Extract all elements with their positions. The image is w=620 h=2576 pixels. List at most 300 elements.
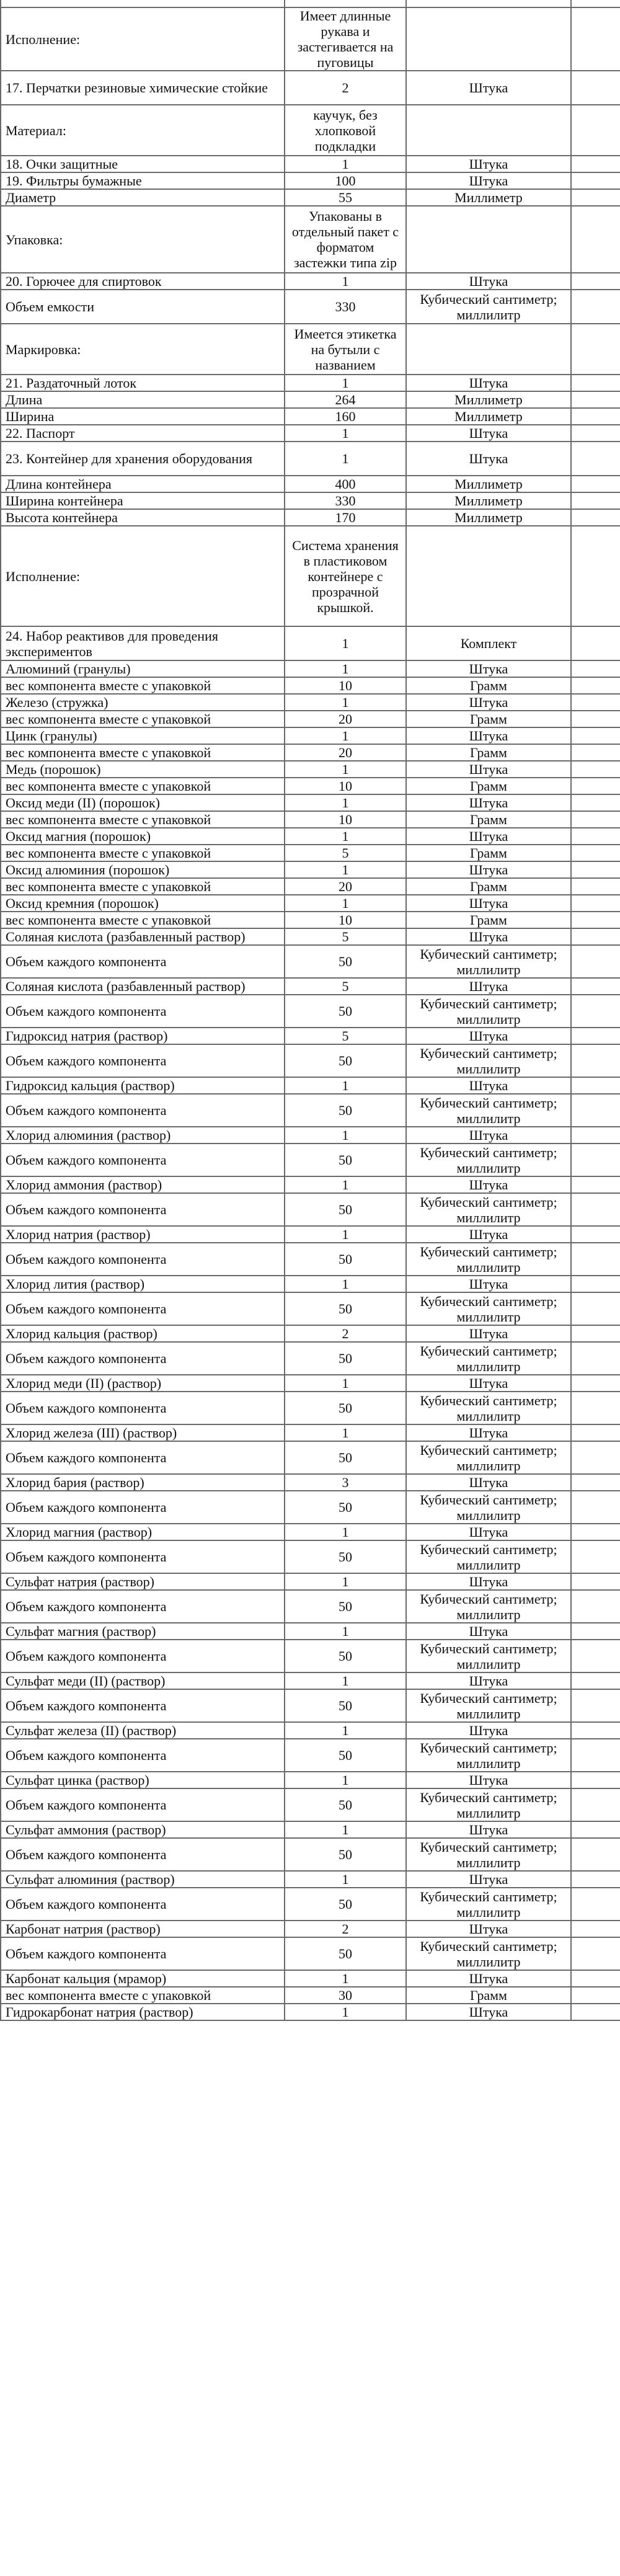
table-row — [1, 290, 620, 324]
table-row — [1, 1044, 620, 1077]
characteristic-value-cell: 50 — [285, 1540, 406, 1573]
characteristic-name-cell: Оксид магния (порошок) — [1, 828, 285, 845]
empty-cell — [571, 1292, 620, 1325]
table-row — [1, 206, 620, 273]
characteristic-value-cell: 55 — [285, 189, 406, 206]
characteristic-value-cell: 20 — [285, 744, 406, 761]
unit-of-measure-cell: Штука — [406, 761, 571, 778]
empty-cell — [571, 476, 620, 492]
characteristic-name-cell: Объем каждого компонента — [1, 1540, 285, 1573]
table-row — [1, 1540, 620, 1573]
characteristic-name-cell: Объем каждого компонента — [1, 1888, 285, 1921]
unit-of-measure-cell: Штука — [406, 1672, 571, 1689]
characteristic-name-cell: Сульфат железа (II) (раствор) — [1, 1722, 285, 1739]
table-row — [1, 1524, 620, 1540]
unit-of-measure-cell: Кубический сантиметр; миллилитр — [406, 1937, 571, 1970]
characteristic-value-cell: Система хранения в пластиковом контейнере с прозрачной крышкой. — [285, 526, 406, 626]
characteristic-value-cell: 2 — [285, 1921, 406, 1937]
unit-of-measure-cell — [406, 105, 571, 156]
characteristic-name-cell: Хлорид алюминия (раствор) — [1, 1127, 285, 1144]
empty-cell — [571, 1640, 620, 1672]
characteristic-value-cell: 50 — [285, 1094, 406, 1127]
empty-cell — [571, 1342, 620, 1375]
characteristic-value-cell: 1 — [285, 425, 406, 442]
characteristic-name-cell: Объем каждого компонента — [1, 1044, 285, 1077]
table-row — [1, 1441, 620, 1474]
empty-cell — [571, 861, 620, 878]
unit-of-measure-cell: Кубический сантиметр; миллилитр — [406, 1342, 571, 1375]
empty-cell — [571, 324, 620, 375]
unit-of-measure-cell: Грамм — [406, 878, 571, 895]
table-row — [1, 978, 620, 995]
characteristic-value-cell: 10 — [285, 811, 406, 828]
unit-of-measure-cell: Штука — [406, 1424, 571, 1441]
table-row — [1, 1392, 620, 1424]
unit-of-measure-cell — [406, 0, 571, 7]
characteristic-name-cell: Объем каждого компонента — [1, 1491, 285, 1524]
empty-cell — [571, 1524, 620, 1540]
empty-cell — [571, 1193, 620, 1226]
characteristic-value-cell: 1 — [285, 1772, 406, 1788]
table-row — [1, 105, 620, 156]
characteristic-value-cell: 50 — [285, 1640, 406, 1672]
characteristic-value-cell: 1 — [285, 1524, 406, 1540]
unit-of-measure-cell: Штука — [406, 71, 571, 105]
empty-cell — [571, 1243, 620, 1276]
unit-of-measure-cell: Миллиметр — [406, 492, 571, 509]
characteristic-value-cell: 1 — [285, 1424, 406, 1441]
empty-cell — [571, 1077, 620, 1094]
empty-cell — [571, 7, 620, 71]
table-row — [1, 1888, 620, 1921]
unit-of-measure-cell: Миллиметр — [406, 509, 571, 526]
table-row — [1, 778, 620, 794]
empty-cell — [571, 1424, 620, 1441]
characteristic-value-cell: 100 — [285, 172, 406, 189]
empty-cell — [571, 1937, 620, 1970]
characteristic-name-cell: Объем каждого компонента — [1, 945, 285, 978]
empty-cell — [571, 895, 620, 912]
unit-of-measure-cell: Кубический сантиметр; миллилитр — [406, 1689, 571, 1722]
characteristic-value-cell: 1 — [285, 727, 406, 744]
table-row — [1, 1243, 620, 1276]
unit-of-measure-cell: Кубический сантиметр; миллилитр — [406, 1640, 571, 1672]
empty-cell — [571, 1788, 620, 1821]
empty-cell — [571, 677, 620, 694]
empty-cell — [571, 1871, 620, 1888]
characteristic-value-cell: 1 — [285, 1127, 406, 1144]
empty-cell — [571, 1739, 620, 1772]
empty-cell — [571, 1772, 620, 1788]
empty-cell — [571, 711, 620, 727]
unit-of-measure-cell: Комплект — [406, 626, 571, 660]
characteristic-name-cell: Ширина контейнера — [1, 492, 285, 509]
unit-of-measure-cell: Грамм — [406, 1987, 571, 2004]
table-row — [1, 1970, 620, 1987]
empty-cell — [571, 425, 620, 442]
unit-of-measure-cell: Грамм — [406, 711, 571, 727]
characteristic-value-cell: 1 — [285, 626, 406, 660]
table-row — [1, 1987, 620, 2004]
empty-cell — [571, 912, 620, 928]
empty-cell — [571, 156, 620, 172]
unit-of-measure-cell: Кубический сантиметр; миллилитр — [406, 1243, 571, 1276]
characteristic-value-cell: 2 — [285, 1325, 406, 1342]
characteristic-value-cell: 3 — [285, 1474, 406, 1491]
unit-of-measure-cell: Штука — [406, 1325, 571, 1342]
unit-of-measure-cell: Штука — [406, 1524, 571, 1540]
unit-of-measure-cell: Кубический сантиметр; миллилитр — [406, 1292, 571, 1325]
characteristic-name-cell: Объем каждого компонента — [1, 1144, 285, 1176]
empty-cell — [571, 794, 620, 811]
empty-cell — [571, 845, 620, 861]
characteristic-value-cell: 1 — [285, 660, 406, 677]
unit-of-measure-cell: Штука — [406, 1375, 571, 1392]
unit-of-measure-cell: Штука — [406, 1970, 571, 1987]
characteristic-name-cell: 19. Фильтры бумажные — [1, 172, 285, 189]
table-row — [1, 1937, 620, 1970]
table-row — [1, 811, 620, 828]
characteristic-value-cell: 50 — [285, 1392, 406, 1424]
unit-of-measure-cell — [406, 7, 571, 71]
table-row — [1, 1590, 620, 1623]
table-row — [1, 1921, 620, 1937]
characteristic-name-cell: Оксид меди (II) (порошок) — [1, 794, 285, 811]
table-row — [1, 156, 620, 172]
table-row — [1, 2004, 620, 2020]
table-row — [1, 7, 620, 71]
table-row — [1, 677, 620, 694]
empty-cell — [571, 1921, 620, 1937]
table-row — [1, 1077, 620, 1094]
empty-cell — [571, 1491, 620, 1524]
characteristic-value-cell: 1 — [285, 1176, 406, 1193]
empty-cell — [571, 206, 620, 273]
characteristic-name-cell: Соляная кислота (разбавленный раствор) — [1, 978, 285, 995]
characteristic-name-cell: вес компонента вместе с упаковкой — [1, 677, 285, 694]
characteristic-name-cell: Оксид алюминия (порошок) — [1, 861, 285, 878]
table-row — [1, 1176, 620, 1193]
empty-cell — [571, 811, 620, 828]
characteristic-name-cell: Упаковка: — [1, 206, 285, 273]
unit-of-measure-cell: Штука — [406, 273, 571, 290]
characteristic-value-cell: 1 — [285, 1573, 406, 1590]
characteristic-name-cell: Гидроксид кальция (раствор) — [1, 1077, 285, 1094]
table-row — [1, 828, 620, 845]
unit-of-measure-cell: Штука — [406, 1077, 571, 1094]
characteristic-name-cell: Хлорид магния (раствор) — [1, 1524, 285, 1540]
characteristic-value-cell: 50 — [285, 1888, 406, 1921]
unit-of-measure-cell: Штука — [406, 660, 571, 677]
characteristic-value-cell: 50 — [285, 995, 406, 1028]
table-row — [1, 492, 620, 509]
characteristic-name-cell: Объем каждого компонента — [1, 1094, 285, 1127]
empty-cell — [571, 878, 620, 895]
empty-cell — [571, 1375, 620, 1392]
characteristic-value-cell: 1 — [285, 1276, 406, 1292]
unit-of-measure-cell: Грамм — [406, 778, 571, 794]
unit-of-measure-cell: Штука — [406, 375, 571, 391]
unit-of-measure-cell: Грамм — [406, 744, 571, 761]
unit-of-measure-cell: Миллиметр — [406, 476, 571, 492]
table-row — [1, 928, 620, 945]
table-row — [1, 1028, 620, 1044]
empty-cell — [571, 727, 620, 744]
characteristic-value-cell: 2 — [285, 71, 406, 105]
table-row — [1, 1226, 620, 1243]
characteristic-name-cell — [1, 0, 285, 7]
empty-cell — [571, 1540, 620, 1573]
characteristic-name-cell: Объем каждого компонента — [1, 1838, 285, 1871]
empty-cell — [571, 1028, 620, 1044]
characteristic-name-cell: Хлорид бария (раствор) — [1, 1474, 285, 1491]
table-row — [1, 995, 620, 1028]
unit-of-measure-cell: Грамм — [406, 845, 571, 861]
characteristic-value-cell: 5 — [285, 928, 406, 945]
characteristic-value-cell: 1 — [285, 156, 406, 172]
empty-cell — [571, 408, 620, 425]
characteristic-name-cell: Объем каждого компонента — [1, 1392, 285, 1424]
empty-cell — [571, 1838, 620, 1871]
specification-table-body — [1, 0, 620, 2020]
empty-cell — [571, 391, 620, 408]
unit-of-measure-cell: Штука — [406, 1623, 571, 1640]
unit-of-measure-cell: Кубический сантиметр; миллилитр — [406, 1094, 571, 1127]
empty-cell — [571, 172, 620, 189]
table-row — [1, 1094, 620, 1127]
unit-of-measure-cell: Штука — [406, 1573, 571, 1590]
characteristic-value-cell: 1 — [285, 1226, 406, 1243]
unit-of-measure-cell: Штука — [406, 1127, 571, 1144]
characteristic-name-cell: вес компонента вместе с упаковкой — [1, 1987, 285, 2004]
table-row — [1, 694, 620, 711]
table-row — [1, 1623, 620, 1640]
table-row — [1, 1276, 620, 1292]
empty-cell — [571, 1226, 620, 1243]
characteristic-value-cell: 50 — [285, 1243, 406, 1276]
empty-cell — [571, 509, 620, 526]
characteristic-value-cell: 50 — [285, 1342, 406, 1375]
characteristic-value-cell: каучук, без хлопковой подкладки — [285, 105, 406, 156]
unit-of-measure-cell: Штука — [406, 1226, 571, 1243]
characteristic-name-cell: 24. Набор реактивов для проведения экспериментов — [1, 626, 285, 660]
table-row — [1, 1193, 620, 1226]
table-row — [1, 660, 620, 677]
empty-cell — [571, 1821, 620, 1838]
unit-of-measure-cell: Кубический сантиметр; миллилитр — [406, 290, 571, 324]
characteristic-value-cell: 1 — [285, 1077, 406, 1094]
characteristic-name-cell: 17. Перчатки резиновые химические стойкие — [1, 71, 285, 105]
table-row — [1, 375, 620, 391]
characteristic-value-cell: 50 — [285, 1739, 406, 1772]
empty-cell — [571, 189, 620, 206]
table-row — [1, 878, 620, 895]
unit-of-measure-cell: Штука — [406, 1772, 571, 1788]
empty-cell — [571, 1441, 620, 1474]
empty-cell — [571, 71, 620, 105]
unit-of-measure-cell: Штука — [406, 1821, 571, 1838]
characteristic-value-cell: 20 — [285, 878, 406, 895]
empty-cell — [571, 492, 620, 509]
characteristic-name-cell: Хлорид кальция (раствор) — [1, 1325, 285, 1342]
characteristic-value-cell: 1 — [285, 273, 406, 290]
unit-of-measure-cell: Штука — [406, 861, 571, 878]
empty-cell — [571, 945, 620, 978]
table-row — [1, 408, 620, 425]
characteristic-name-cell: Сульфат цинка (раствор) — [1, 1772, 285, 1788]
characteristic-name-cell: Хлорид натрия (раствор) — [1, 1226, 285, 1243]
unit-of-measure-cell: Кубический сантиметр; миллилитр — [406, 1441, 571, 1474]
unit-of-measure-cell: Кубический сантиметр; миллилитр — [406, 1044, 571, 1077]
table-row — [1, 1325, 620, 1342]
characteristic-name-cell: Сульфат магния (раствор) — [1, 1623, 285, 1640]
unit-of-measure-cell: Кубический сантиметр; миллилитр — [406, 1888, 571, 1921]
empty-cell — [571, 778, 620, 794]
characteristic-name-cell: Сульфат меди (II) (раствор) — [1, 1672, 285, 1689]
characteristic-name-cell: Соляная кислота (разбавленный раствор) — [1, 928, 285, 945]
unit-of-measure-cell: Штука — [406, 156, 571, 172]
table-row — [1, 476, 620, 492]
table-row — [1, 895, 620, 912]
characteristic-name-cell: Исполнение: — [1, 7, 285, 71]
characteristic-name-cell: Алюминий (гранулы) — [1, 660, 285, 677]
characteristic-name-cell: 21. Раздаточный лоток — [1, 375, 285, 391]
empty-cell — [571, 1474, 620, 1491]
unit-of-measure-cell: Штука — [406, 828, 571, 845]
characteristic-value-cell — [285, 0, 406, 7]
characteristic-name-cell: 20. Горючее для спиртовок — [1, 273, 285, 290]
unit-of-measure-cell: Миллиметр — [406, 189, 571, 206]
empty-cell — [571, 995, 620, 1028]
characteristic-value-cell: 1 — [285, 2004, 406, 2020]
characteristic-name-cell: Гидрокарбонат натрия (раствор) — [1, 2004, 285, 2020]
characteristic-name-cell: Сульфат натрия (раствор) — [1, 1573, 285, 1590]
characteristic-value-cell: 1 — [285, 895, 406, 912]
characteristic-name-cell: Диаметр — [1, 189, 285, 206]
unit-of-measure-cell: Штука — [406, 172, 571, 189]
empty-cell — [571, 273, 620, 290]
characteristic-name-cell: Объем каждого компонента — [1, 1590, 285, 1623]
characteristic-name-cell: Хлорид аммония (раствор) — [1, 1176, 285, 1193]
characteristic-name-cell: Объем каждого компонента — [1, 1243, 285, 1276]
empty-cell — [571, 0, 620, 7]
table-row — [1, 1689, 620, 1722]
characteristic-name-cell: Объем каждого компонента — [1, 995, 285, 1028]
characteristic-value-cell: 1 — [285, 442, 406, 476]
unit-of-measure-cell: Штука — [406, 1871, 571, 1888]
empty-cell — [571, 928, 620, 945]
characteristic-value-cell: 1 — [285, 1623, 406, 1640]
table-row — [1, 526, 620, 626]
empty-cell — [571, 1623, 620, 1640]
characteristic-name-cell: Материал: — [1, 105, 285, 156]
characteristic-name-cell: Хлорид лития (раствор) — [1, 1276, 285, 1292]
table-row — [1, 509, 620, 526]
characteristic-value-cell: 1 — [285, 1672, 406, 1689]
characteristic-value-cell: 50 — [285, 1788, 406, 1821]
table-row — [1, 1640, 620, 1672]
characteristic-name-cell: Объем каждого компонента — [1, 1640, 285, 1672]
unit-of-measure-cell: Миллиметр — [406, 408, 571, 425]
characteristic-name-cell: 18. Очки защитные — [1, 156, 285, 172]
characteristic-name-cell: Оксид кремния (порошок) — [1, 895, 285, 912]
characteristic-name-cell: вес компонента вместе с упаковкой — [1, 811, 285, 828]
empty-cell — [571, 1127, 620, 1144]
unit-of-measure-cell: Штука — [406, 928, 571, 945]
characteristic-value-cell: 1 — [285, 861, 406, 878]
characteristic-value-cell: 50 — [285, 1292, 406, 1325]
table-row — [1, 626, 620, 660]
table-row — [1, 1739, 620, 1772]
characteristic-value-cell: 50 — [285, 945, 406, 978]
empty-cell — [571, 1573, 620, 1590]
unit-of-measure-cell: Штука — [406, 1176, 571, 1193]
unit-of-measure-cell: Кубический сантиметр; миллилитр — [406, 945, 571, 978]
unit-of-measure-cell: Кубический сантиметр; миллилитр — [406, 1491, 571, 1524]
characteristic-name-cell: Высота контейнера — [1, 509, 285, 526]
characteristic-value-cell: 50 — [285, 1193, 406, 1226]
characteristic-name-cell: 23. Контейнер для хранения оборудования — [1, 442, 285, 476]
characteristic-value-cell: 50 — [285, 1689, 406, 1722]
empty-cell — [571, 105, 620, 156]
unit-of-measure-cell: Штука — [406, 978, 571, 995]
unit-of-measure-cell: Кубический сантиметр; миллилитр — [406, 1590, 571, 1623]
characteristic-value-cell: 160 — [285, 408, 406, 425]
table-row — [1, 1342, 620, 1375]
empty-cell — [571, 1590, 620, 1623]
unit-of-measure-cell: Кубический сантиметр; миллилитр — [406, 1838, 571, 1871]
characteristic-name-cell: Объем каждого компонента — [1, 1193, 285, 1226]
characteristic-name-cell: Объем каждого компонента — [1, 1937, 285, 1970]
characteristic-value-cell: 10 — [285, 778, 406, 794]
characteristic-value-cell: 50 — [285, 1590, 406, 1623]
unit-of-measure-cell: Миллиметр — [406, 391, 571, 408]
characteristic-name-cell: Объем емкости — [1, 290, 285, 324]
table-row — [1, 845, 620, 861]
table-row — [1, 1788, 620, 1821]
table-row — [1, 1375, 620, 1392]
unit-of-measure-cell — [406, 324, 571, 375]
unit-of-measure-cell: Штука — [406, 694, 571, 711]
characteristic-name-cell: Железо (стружка) — [1, 694, 285, 711]
unit-of-measure-cell: Кубический сантиметр; миллилитр — [406, 1144, 571, 1176]
table-row — [1, 391, 620, 408]
table-row — [1, 1772, 620, 1788]
table-row — [1, 0, 620, 7]
table-row — [1, 1722, 620, 1739]
unit-of-measure-cell: Штука — [406, 1722, 571, 1739]
table-row — [1, 1672, 620, 1689]
table-row — [1, 761, 620, 778]
characteristic-name-cell: Объем каждого компонента — [1, 1292, 285, 1325]
unit-of-measure-cell: Кубический сантиметр; миллилитр — [406, 1788, 571, 1821]
empty-cell — [571, 1888, 620, 1921]
empty-cell — [571, 1276, 620, 1292]
characteristic-value-cell: 400 — [285, 476, 406, 492]
empty-cell — [571, 1094, 620, 1127]
characteristic-value-cell: 1 — [285, 694, 406, 711]
characteristic-name-cell: вес компонента вместе с упаковкой — [1, 845, 285, 861]
characteristic-value-cell: 1 — [285, 1722, 406, 1739]
characteristic-value-cell: 1 — [285, 828, 406, 845]
characteristic-value-cell: 50 — [285, 1144, 406, 1176]
table-row — [1, 442, 620, 476]
empty-cell — [571, 1176, 620, 1193]
empty-cell — [571, 694, 620, 711]
empty-cell — [571, 1392, 620, 1424]
characteristic-name-cell: 22. Паспорт — [1, 425, 285, 442]
table-row — [1, 945, 620, 978]
